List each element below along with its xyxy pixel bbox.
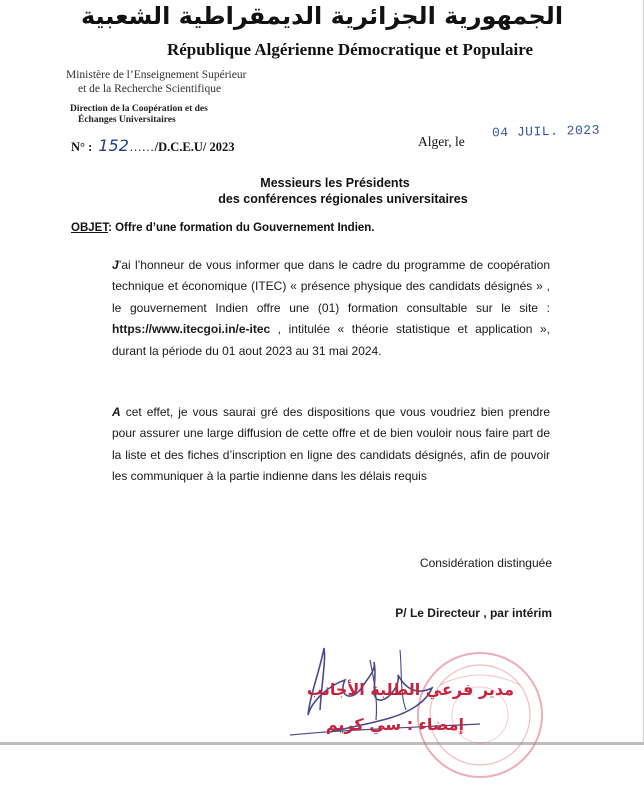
stamp-title: مدير فرعي الطلبة الأجانب bbox=[306, 680, 514, 699]
itec-url-link[interactable]: https://www.itecgoi.in/e-itec bbox=[112, 322, 271, 337]
ministry-block bbox=[66, 68, 246, 96]
direction-line-1: Direction de la Coopération et des bbox=[70, 104, 208, 114]
subject-label: OBJET bbox=[71, 222, 109, 234]
place-label: Alger, le bbox=[418, 134, 465, 149]
paragraph-1-text-b: , intitulée « théorie statistique et application », durant la période du 01 aout 2023 au 31 mai 2024. bbox=[112, 322, 550, 358]
paragraph-1-text-a: ’ai l’honneur de vous informer que dans le cadre du programme de coopération technique et économique (ITEC) « présence physique des candidats désignés » , le gouvernement Indien offre une (01) formation consultable sur le site : bbox=[112, 258, 550, 315]
signer-title: P/ Le Directeur , par intérim bbox=[395, 606, 552, 620]
direction-block bbox=[70, 104, 208, 126]
paragraph-2 bbox=[112, 402, 550, 488]
ministry-line-2: et de la Recherche Scientifique bbox=[78, 83, 222, 95]
reference-number bbox=[71, 136, 235, 155]
reference-suffix: /D.C.E.U/ 2023 bbox=[154, 140, 235, 154]
stamp-signature-label: إمضاء : سي كريم bbox=[325, 715, 464, 734]
subject-text: : Offre d’une formation du Gouvernement Indien. bbox=[108, 222, 375, 234]
reference-dots: ...... bbox=[129, 140, 155, 154]
reference-handwritten-number: 152 bbox=[98, 136, 129, 155]
paragraph-2-text: cet effet, je vous saurai gré des dispositions que vous voudriez bien prendre pour assurer une large diffusion de cette offre et de bien vouloir nous faire part de la liste et des fiches d’inscription en ligne des candidats désignés, afin de pouvoir les communiquer à la partie indienne dans les délais requis bbox=[112, 405, 550, 484]
subject-line bbox=[71, 222, 375, 234]
paragraph-1 bbox=[112, 255, 550, 362]
ministry-line-1: Ministère de l’Enseignement Supérieur bbox=[66, 69, 247, 81]
reference-prefix: N° : bbox=[71, 140, 93, 154]
recipient-line-1: Messieurs les Présidents bbox=[260, 176, 410, 190]
direction-line-2: Échanges Universitaires bbox=[78, 115, 176, 125]
closing-salutation: Considération distinguée bbox=[419, 556, 552, 570]
recipient-block bbox=[0, 175, 644, 207]
recipient-line-2: des conférences régionales universitaires bbox=[218, 192, 468, 206]
paragraph-2-initial: A bbox=[112, 405, 121, 419]
paragraph-1-initial: J bbox=[112, 258, 119, 272]
french-header: République Algérienne Démocratique et Populaire bbox=[166, 40, 534, 59]
date-stamp: 04 JUIL. 2023 bbox=[491, 122, 601, 141]
arabic-header: الجمهورية الجزائرية الديمقراطية الشعبية bbox=[80, 2, 564, 30]
